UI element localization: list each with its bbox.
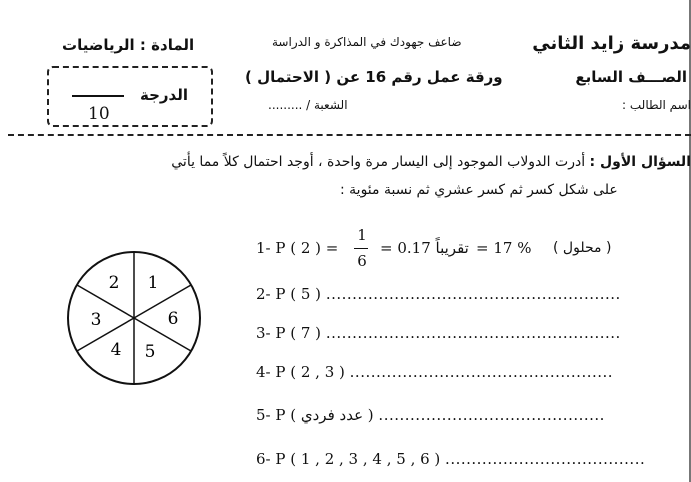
school-name: مدرسة زايد الثاني	[532, 33, 691, 54]
question-heading: السؤال الأول :	[589, 154, 691, 170]
example-prefix: 1- P ( 2 ) =	[256, 239, 339, 257]
answer-blank[interactable]: ........................................................	[325, 285, 621, 303]
question-instruction: أدرت الدولاب الموجود إلى اليسار مرة واحدة ، أوجد احتمال كلاً مما يأتي	[171, 154, 586, 170]
spinner-number: 1	[147, 273, 159, 293]
worksheet-title: ورقة عمل رقم 16 عن ( الاحتمال )	[245, 68, 503, 86]
spinner-number: 2	[108, 273, 120, 293]
question-text-line-1	[171, 154, 691, 170]
subject-label: المادة : الرياضيات	[62, 36, 195, 54]
question-item: 6- P ( 1 , 2 , 3 , 4 , 5 , 6 ) ......................................	[256, 450, 646, 468]
spinner-number: 3	[90, 310, 102, 330]
example-numerator: 1	[357, 226, 367, 244]
question-item: 4- P ( 2 , 3 ) ..................................................	[256, 363, 614, 381]
answer-blank[interactable]: ..................................................	[349, 363, 614, 381]
example-solved-note: ( محلول )	[553, 240, 612, 256]
grade-total: 10	[88, 104, 110, 124]
spinner-number: 4	[110, 340, 122, 360]
question-item: 2- P ( 5 ) ........................................................	[256, 285, 621, 303]
grade-level: الصـــف السابع	[575, 68, 687, 86]
example-fraction-bar	[354, 248, 368, 249]
example-percent: = 17 %	[476, 239, 532, 257]
spinner-wheel	[66, 250, 202, 386]
question-item: 5- P ( عدد فردي ) ...........................................	[256, 406, 605, 424]
student-name-label: اسم الطالب :	[622, 98, 691, 112]
grade-label: الدرجة	[140, 86, 188, 104]
example-denominator: 6	[357, 252, 367, 270]
section-field: الشعبة / .........	[268, 98, 348, 112]
answer-blank[interactable]: ...........................................	[378, 406, 605, 424]
grade-fraction-line	[72, 95, 124, 97]
answer-blank[interactable]: ......................................	[445, 450, 646, 468]
answer-blank[interactable]: ........................................................	[325, 324, 621, 342]
question-text-line-2: على شكل كسر ثم كسر عشري ثم نسبة مئوية :	[340, 182, 618, 198]
question-item: 3- P ( 7 ) ........................................................	[256, 324, 621, 342]
example-decimal: = 0.17 تقريباً	[380, 239, 469, 257]
motto: ضاعف جهودك في المذاكرة و الدراسة	[272, 35, 462, 49]
spinner-number: 6	[167, 309, 179, 329]
spinner-number: 5	[144, 342, 156, 362]
header-divider	[8, 134, 691, 136]
